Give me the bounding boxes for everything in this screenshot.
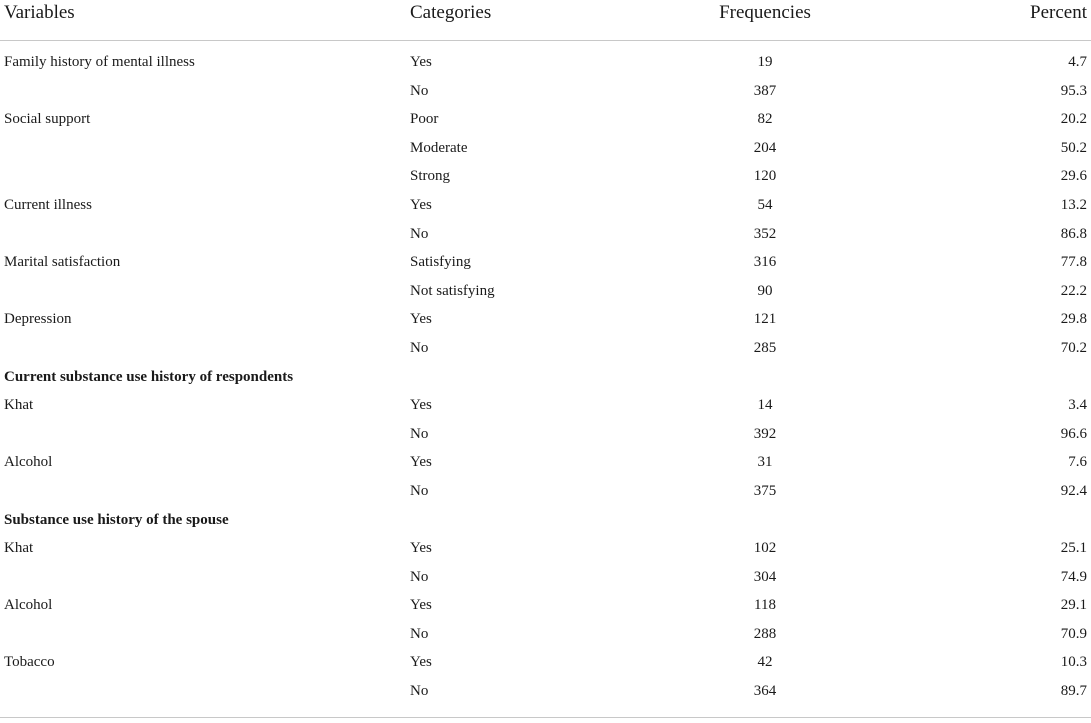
cell-frequency: 121 [753, 311, 777, 328]
table-row [0, 450, 1091, 479]
cell-percent: 50.2 [1060, 139, 1087, 156]
cell-category: Satisfying [410, 254, 471, 271]
cell-frequency: 82 [757, 111, 773, 128]
table-row [0, 479, 1091, 508]
cell-variable: Tobacco [4, 654, 55, 671]
cell-frequency: 102 [753, 540, 777, 557]
cell-variable: Family history of mental illness [4, 54, 195, 70]
cell-category: Yes [410, 654, 432, 671]
cell-percent: 29.8 [1060, 311, 1087, 328]
cell-category: Yes [410, 311, 432, 328]
cell-frequency: 42 [757, 654, 773, 671]
cell-variable: Marital satisfaction [4, 254, 121, 271]
table-body [0, 50, 1091, 708]
cell-category: Not satisfying [410, 282, 495, 299]
cell-category: Yes [410, 540, 432, 557]
cell-category: Moderate [410, 139, 468, 156]
cell-percent: 13.2 [1060, 196, 1087, 213]
cell-frequency: 285 [753, 339, 777, 356]
cell-percent: 70.9 [1060, 625, 1087, 642]
table-row [0, 79, 1091, 108]
table-row [0, 336, 1091, 365]
table-row [0, 279, 1091, 308]
table-row [0, 307, 1091, 336]
cell-frequency: 14 [757, 397, 773, 414]
cell-frequency: 288 [753, 625, 777, 642]
cell-percent: 29.6 [1060, 168, 1087, 185]
cell-category: No [410, 683, 429, 700]
table-row [0, 164, 1091, 193]
cell-percent: 25.1 [1060, 540, 1087, 557]
cell-frequency: 118 [754, 597, 776, 614]
cell-category: Poor [410, 111, 439, 128]
cell-frequency: 19 [757, 54, 773, 70]
cell-variable: Current illness [4, 196, 92, 213]
cell-category: Yes [410, 54, 432, 70]
cell-percent: 74.9 [1060, 568, 1087, 585]
table-bottom-rule [0, 717, 1091, 718]
cell-category: No [410, 425, 429, 442]
table-row [0, 250, 1091, 279]
cell-percent: 92.4 [1060, 482, 1087, 499]
cell-category: No [410, 482, 429, 499]
header-percent: Percent [1030, 2, 1087, 23]
cell-frequency: 352 [753, 225, 777, 242]
cell-frequency: 54 [757, 196, 773, 213]
table-row [0, 136, 1091, 165]
cell-percent: 29.1 [1060, 597, 1087, 614]
table-row [0, 393, 1091, 422]
section-heading [0, 365, 1091, 394]
cell-frequency: 392 [753, 425, 777, 442]
header-frequencies: Frequencies [719, 2, 811, 23]
table-row [0, 679, 1091, 708]
cell-percent: 10.3 [1060, 654, 1087, 671]
table-row [0, 107, 1091, 136]
cell-percent: 77.8 [1060, 254, 1087, 271]
table-row [0, 193, 1091, 222]
table-row [0, 422, 1091, 451]
cell-category: No [410, 225, 429, 242]
cell-percent: 3.4 [1068, 397, 1087, 414]
cell-variable: Alcohol [4, 597, 53, 614]
cell-category: No [410, 339, 429, 356]
cell-variable: Alcohol [4, 454, 53, 471]
cell-frequency: 375 [753, 482, 777, 499]
cell-percent: 95.3 [1060, 82, 1087, 99]
header-categories: Categories [410, 2, 492, 23]
cell-variable: Social support [4, 111, 91, 128]
table-row [0, 536, 1091, 565]
cell-variable: Depression [4, 311, 72, 328]
table-header [0, 0, 1091, 41]
section-heading [0, 508, 1091, 537]
section-title: Current substance use history of respondents [4, 368, 294, 385]
cell-frequency: 364 [753, 683, 777, 700]
cell-frequency: 31 [757, 454, 773, 471]
cell-category: Yes [410, 454, 432, 471]
cell-category: No [410, 625, 429, 642]
cell-variable: Khat [4, 397, 34, 414]
cell-category: Yes [410, 397, 432, 414]
header-variables: Variables [4, 2, 75, 23]
cell-category: No [410, 82, 429, 99]
cell-frequency: 120 [753, 168, 777, 185]
table-row [0, 622, 1091, 651]
cell-percent: 96.6 [1060, 425, 1087, 442]
cell-percent: 22.2 [1060, 282, 1087, 299]
table-row [0, 593, 1091, 622]
cell-category: No [410, 568, 429, 585]
cell-percent: 86.8 [1060, 225, 1087, 242]
table-row [0, 565, 1091, 594]
cell-category: Yes [410, 196, 432, 213]
table-row [0, 222, 1091, 251]
table-row [0, 650, 1091, 679]
cell-percent: 7.6 [1068, 454, 1087, 471]
cell-category: Yes [410, 597, 432, 614]
cell-category: Strong [410, 168, 451, 185]
cell-frequency: 316 [753, 254, 777, 271]
cell-percent: 70.2 [1060, 339, 1087, 356]
cell-frequency: 304 [753, 568, 777, 585]
cell-variable: Khat [4, 540, 34, 557]
cell-frequency: 204 [753, 139, 777, 156]
cell-percent: 4.7 [1068, 54, 1087, 70]
cell-frequency: 90 [757, 282, 773, 299]
table-row [0, 50, 1091, 79]
section-title: Substance use history of the spouse [4, 511, 229, 528]
cell-percent: 89.7 [1060, 683, 1087, 700]
cell-percent: 20.2 [1060, 111, 1087, 128]
cell-frequency: 387 [753, 82, 777, 99]
